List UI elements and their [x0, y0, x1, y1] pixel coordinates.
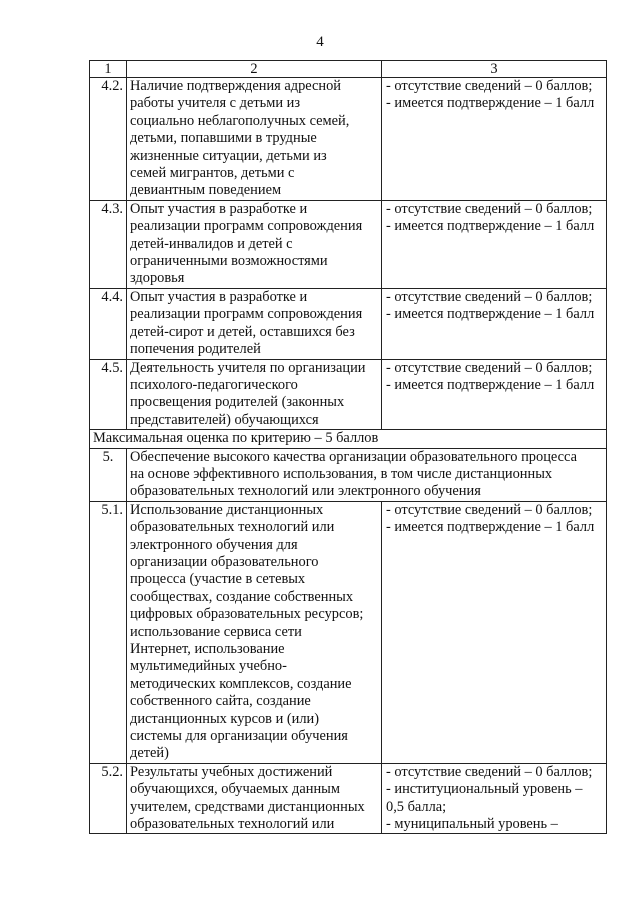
score-line: - имеется подтверждение – 1 балл — [386, 218, 595, 235]
criterion-line: Интернет, использование — [130, 641, 285, 657]
row-number: 4.5. — [90, 359, 127, 430]
score-line: - имеется подтверждение – 1 балл — [386, 376, 595, 393]
score-line: - имеется подтверждение – 1 балл — [386, 95, 595, 112]
criterion-line: собственного сайта, создание — [130, 693, 311, 710]
criterion-line: Использование дистанционных — [130, 501, 324, 518]
score-cell — [382, 501, 607, 763]
criterion-line: сообществах, создание собственных — [130, 588, 354, 605]
criterion-line: использование сервиса сети — [130, 623, 302, 640]
row-number: 5.2. — [90, 763, 127, 834]
criterion-cell — [127, 763, 382, 834]
criterion-line: мультимедийных учебно- — [130, 658, 287, 675]
criterion-line: попечения родителей — [130, 341, 261, 358]
table-row — [90, 359, 607, 430]
criterion-line: Опыт участия в разработке и — [130, 288, 308, 305]
criterion-line: процесса (участие в сетевых — [130, 571, 306, 588]
max-score-row — [90, 430, 607, 448]
header-col-2: 2 — [127, 61, 382, 78]
criterion-line: детей) — [130, 745, 169, 762]
criterion-cell — [127, 501, 382, 763]
criterion-line: образовательных технологий или — [130, 816, 335, 833]
score-line: - отсутствие сведений – 0 баллов; — [386, 288, 593, 305]
criterion-line: детьми, попавшими в трудные — [130, 130, 317, 147]
criterion-line: Деятельность учителя по организации — [130, 359, 366, 376]
section-title-line: Обеспечение высокого качества организации образовательного процесса — [130, 448, 577, 465]
criterion-line: дистанционных курсов и (или) — [130, 710, 320, 727]
max-score-text: Максимальная оценка по критерию – 5 баллов — [90, 430, 607, 448]
criterion-line: ограниченными возможностями — [130, 253, 328, 270]
table-row — [90, 501, 607, 763]
criterion-line: методических комплексов, создание — [130, 675, 352, 692]
criterion-line: Наличие подтверждения адресной — [130, 78, 342, 94]
criterion-line: социально неблагополучных семей, — [130, 112, 350, 129]
criterion-line: жизненные ситуации, детьми из — [130, 147, 327, 164]
criterion-line: семей мигрантов, детьми с — [130, 165, 295, 182]
row-number: 4.4. — [90, 288, 127, 359]
table-header-row — [90, 61, 607, 78]
criterion-line: реализации программ сопровождения — [130, 306, 363, 323]
table-row — [90, 763, 607, 834]
score-line: - имеется подтверждение – 1 балл — [386, 306, 595, 323]
criterion-cell — [127, 359, 382, 430]
row-number: 4.2. — [90, 78, 127, 201]
header-col-3: 3 — [382, 61, 607, 78]
score-cell — [382, 288, 607, 359]
criterion-cell — [127, 78, 382, 201]
score-line: - отсутствие сведений – 0 баллов; — [386, 359, 593, 376]
criterion-line: реализации программ сопровождения — [130, 218, 363, 235]
score-line: - имеется подтверждение – 1 балл — [386, 519, 595, 536]
score-cell — [382, 78, 607, 201]
criterion-line: девиантным поведением — [130, 182, 282, 199]
criterion-line: просвещения родителей (законных — [130, 394, 345, 411]
section-title — [127, 448, 607, 501]
section-row — [90, 448, 607, 501]
criterion-line: работы учителя с детьми из — [130, 95, 301, 112]
criterion-line: образовательных технологий или — [130, 519, 335, 536]
criterion-line: представителей) обучающихся — [130, 411, 319, 428]
section-title-line: образовательных технологий или электронного обучения — [130, 483, 481, 500]
criterion-line: детей-сирот и детей, оставшихся без — [130, 323, 355, 340]
criterion-cell — [127, 288, 382, 359]
criteria-table — [89, 60, 607, 834]
criterion-line: учителем, средствами дистанционных — [130, 798, 365, 815]
criterion-line: системы для организации обучения — [130, 728, 348, 745]
row-number: 4.3. — [90, 200, 127, 288]
score-line: - отсутствие сведений – 0 баллов; — [386, 78, 593, 94]
section-number: 5. — [90, 448, 127, 501]
criterion-line: обучающихся, обучаемых данным — [130, 781, 340, 798]
table-row — [90, 288, 607, 359]
score-line: - отсутствие сведений – 0 баллов; — [386, 501, 593, 518]
criterion-line: здоровья — [130, 270, 185, 287]
score-line: - отсутствие сведений – 0 баллов; — [386, 200, 593, 217]
score-line: - муниципальный уровень – — [386, 816, 558, 833]
table-row — [90, 200, 607, 288]
criterion-cell — [127, 200, 382, 288]
criterion-line: Опыт участия в разработке и — [130, 200, 308, 217]
score-line: 0,5 балла; — [386, 798, 447, 815]
criterion-line: Результаты учебных достижений — [130, 763, 333, 780]
header-col-1: 1 — [90, 61, 127, 78]
criterion-line: психолого-педагогического — [130, 376, 298, 393]
score-cell — [382, 359, 607, 430]
section-title-line: на основе эффективного использования, в том числе дистанционных — [130, 465, 553, 482]
score-cell — [382, 200, 607, 288]
score-line: - институциональный уровень – — [386, 781, 583, 798]
criterion-line: детей-инвалидов и детей с — [130, 235, 293, 252]
table-row — [90, 78, 607, 201]
score-cell — [382, 763, 607, 834]
row-number: 5.1. — [90, 501, 127, 763]
page-number: 4 — [316, 34, 324, 50]
criterion-line: электронного обучения для — [130, 536, 298, 553]
criterion-line: организации образовательного — [130, 553, 319, 570]
criterion-line: цифровых образовательных ресурсов; — [130, 606, 364, 623]
score-line: - отсутствие сведений – 0 баллов; — [386, 763, 593, 780]
